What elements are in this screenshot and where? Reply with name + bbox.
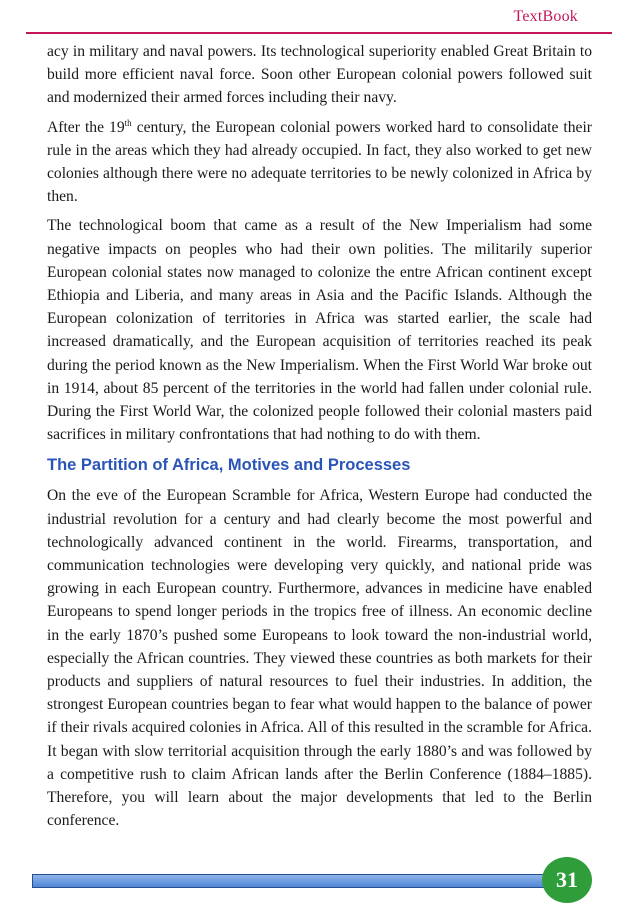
header-label: TextBook (513, 8, 578, 25)
paragraph-3: The technological boom that came as a result of the New Imperialism had some negative impacts on peoples who had their own polities. The militarily superior European colonial states now managed to colonize the entre African continent except Ethiopia and Liberia, and many areas in Asia and the Pacific Islands. Although the European colonization of territories in Africa was started earlier, the scale had increased dramatically, and the European acquisition of territories reached its peak during the period known as the New Imperialism. When the First World War broke out in 1914, about 85 percent of the territories in the world had fallen under colonial rule. During the First World War, the colonized people followed their colonial masters paid sacrifices in military confrontations that had nothing to do with them. (47, 217, 592, 444)
paragraph-2-start: After the 19 (47, 118, 125, 136)
paragraph-1: acy in military and naval powers. Its technological superiority enabled Great Britain to build more efficient naval force. Soon other European colonial powers followed suit and modernized their armed forces including their navy. (47, 43, 592, 107)
footer-bar (32, 874, 564, 888)
paragraph-2-rest: century, the European colonial powers worked hard to consolidate their rule in the areas which they had already occupied. In fact, they also worked to get new colonies although there were no adequate territories to be newly colonized in Africa by then. (47, 118, 592, 206)
header-divider (26, 32, 612, 34)
superscript-th: th (124, 117, 132, 128)
section-paragraph-1: On the eve of the European Scramble for Africa, Western Europe had conducted the industrial revolution for a century and had clearly become the most powerful and technologically advanced continent in the world. Firearms, transportation, and communication technologies were developing very quickly, and national pride was growing in each European country. Furthermore, advances in medicine have enabled Europeans to spend longer periods in the tropics free of illness. An economic decline in the early 1870’s pushed some Europeans to look toward the non-industrial world, especially the African countries. They viewed these countries as both markets for their products and suppliers of natural resources to fuel their industries. In addition, the strongest European countries began to fear what would happen to the balance of power if their rivals acquired colonies in Africa. All of this resulted in the scramble for Africa. It began with slow territorial acquisition through the early 1880’s and was followed by a competitive rush to claim African lands after the Berlin Conference (1884–1885). Therefore, you will learn about the major developments that led to the Berlin conference. (47, 487, 592, 830)
page-number-badge (542, 857, 592, 903)
section-heading: The Partition of Africa, Motives and Processes (47, 456, 411, 475)
page-content (47, 40, 592, 839)
page-number: 31 (556, 867, 578, 892)
paragraph-2 (47, 116, 592, 209)
